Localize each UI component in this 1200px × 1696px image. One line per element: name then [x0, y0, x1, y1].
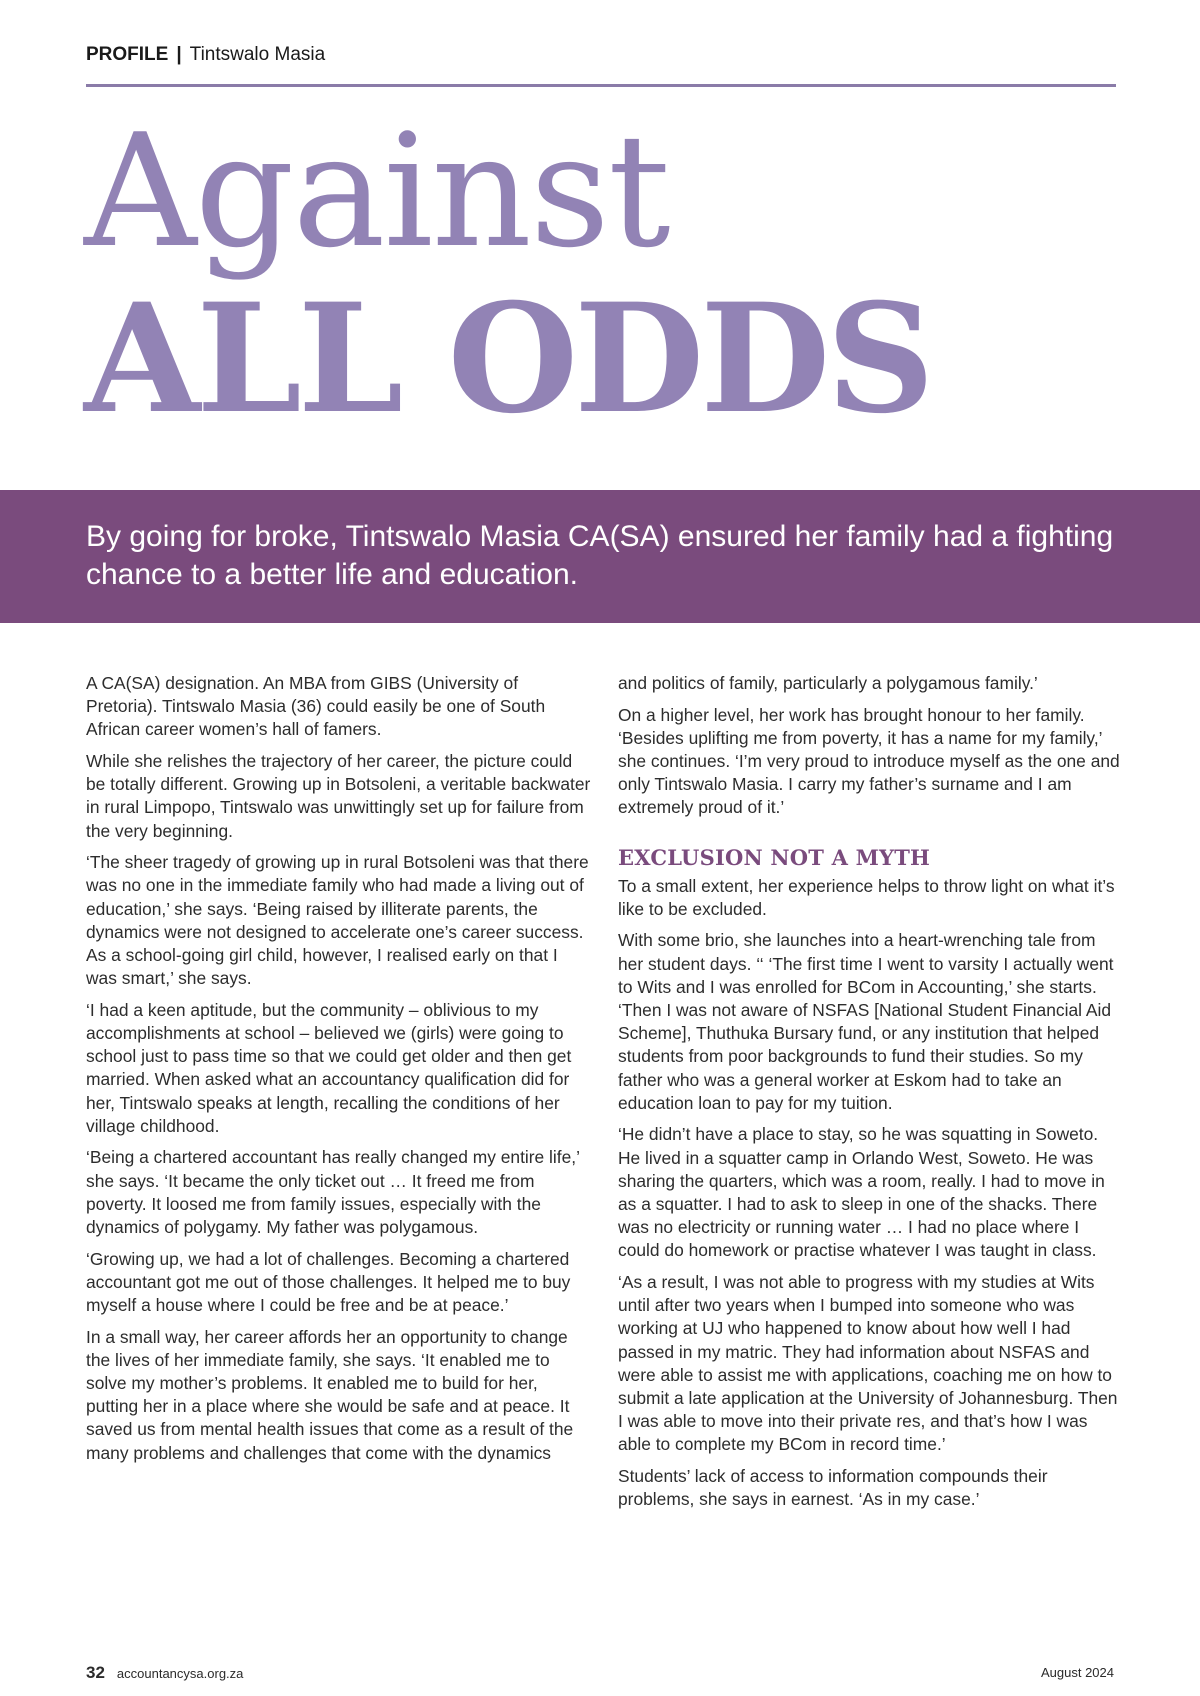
header-separator: |: [176, 44, 182, 65]
paragraph: With some brio, she launches into a heart-wrenching tale from her student days. ‘‘ ‘The first time I went to varsity I actually went to Wits and I was enrolled for BCom in Accounting,’ she starts. ‘Then I was not aware of NSFAS [National Student Financial Aid Scheme], Thuthuka Bursary fund, or any institution that helped students from poor backgrounds to fund their studies. So my father who was a general worker at Eskom had to take an education loan to pay for my tuition.: [618, 930, 1114, 1113]
website-url: accountancysa.org.za: [116, 1666, 244, 1681]
paragraph: In a small way, her career affords her an opportunity to change the lives of her immediate family, she says. ‘It enabled me to solve my mother’s problems. It enabled me to build for her, putting her in a place where she would be safe and at peace. It saved us from mental health issues that come as a result of the many problems and challenges that come with the dynamics: [86, 1326, 574, 1463]
headline-line-2: ALL ODDS: [84, 271, 931, 447]
paragraph: On a higher level, her work has brought honour to her family. ‘Besides uplifting me from poverty, it has a name for my family,’ she continues. ‘I’m very proud to introduce myself as the one and only Tintswalo Masia. I carry my father’s surname and I am extremely proud of it.’: [618, 704, 1120, 818]
paragraph: Students’ lack of access to information compounds their problems, she says in earnest. ‘As in my case.’: [618, 1466, 1048, 1510]
standfirst-band: [0, 490, 1200, 623]
paragraph: and politics of family, particularly a polygamous family.’: [618, 673, 1038, 693]
headline-line-1: Against: [84, 100, 669, 282]
paragraph: While she relishes the trajectory of her career, the picture could be totally different. Growing up in Botsoleni, a veritable backwater in rural Limpopo, Tintswalo was unwittingly set up for failure from the very beginning.: [86, 751, 591, 841]
article-column-left: [86, 672, 591, 1473]
paragraph: A CA(SA) designation. An MBA from GIBS (University of Pretoria). Tintswalo Masia (36) could easily be one of South African career women’s hall of famers.: [86, 673, 546, 740]
article-column-right: [618, 672, 1123, 1520]
section-label: PROFILE: [86, 44, 169, 65]
paragraph: ‘The sheer tragedy of growing up in rural Botsoleni was that there was no one in the immediate family who had made a living out of education,’ she says. ‘Being raised by illiterate parents, the dynamics were not designed to accelerate one’s career success. As a school-going girl child, however, I realised early on that I was smart,’ she says.: [86, 852, 589, 989]
standfirst-text: By going for broke, Tintswalo Masia CA(SA) ensured her family had a fighting chance to a better life and education.: [86, 520, 1114, 591]
article-subheading: EXCLUSION NOT A MYTH: [618, 844, 931, 870]
paragraph: ‘As a result, I was not able to progress with my studies at Wits until after two years when I bumped into someone who was working at UJ who happened to know about how well I had passed in my matric. They had information about NSFAS and were able to assist me with applications, coaching me on how to submit a late application at the University of Johannesburg. Then I was able to move into their private res, and that’s how I was able to complete my BCom in record time.’: [618, 1272, 1118, 1455]
paragraph: To a small extent, her experience helps to throw light on what it’s like to be excluded.: [618, 875, 1115, 919]
paragraph: ‘He didn’t have a place to stay, so he was squatting in Soweto. He lived in a squatter camp in Orlando West, Soweto. He was sharing the quarters, which was a room, really. I had to move in as a squatter. I had to ask to sleep in one of the shacks. There was no electricity or running water … I had no place where I could do homework or practise whatever I was taught in class.: [618, 1124, 1105, 1261]
profile-name: Tintswalo Masia: [189, 44, 326, 65]
page-number: 32: [86, 1663, 105, 1682]
page-footer-left: [86, 1663, 243, 1683]
issue-date: August 2024: [1040, 1665, 1114, 1680]
paragraph: ‘Being a chartered accountant has really changed my entire life,’ she says. ‘It became the only ticket out … It freed me from poverty. It loosed me from family issues, especially with the dynamics of polygamy. My father was polygamous.: [86, 1147, 580, 1238]
paragraph: ‘Growing up, we had a lot of challenges. Becoming a chartered accountant got me out of those challenges. It helped me to buy myself a house where I could be free and be at peace.’: [86, 1248, 571, 1316]
section-header: [86, 44, 325, 66]
paragraph: ‘I had a keen aptitude, but the community – oblivious to my accomplishments at school – believed we (girls) were going to school just to pass time so that we could get older and then get married. When asked what an accountancy qualification did for her, Tintswalo speaks at length, recalling the conditions of her village childhood.: [86, 999, 572, 1136]
header-divider: [86, 84, 1116, 87]
